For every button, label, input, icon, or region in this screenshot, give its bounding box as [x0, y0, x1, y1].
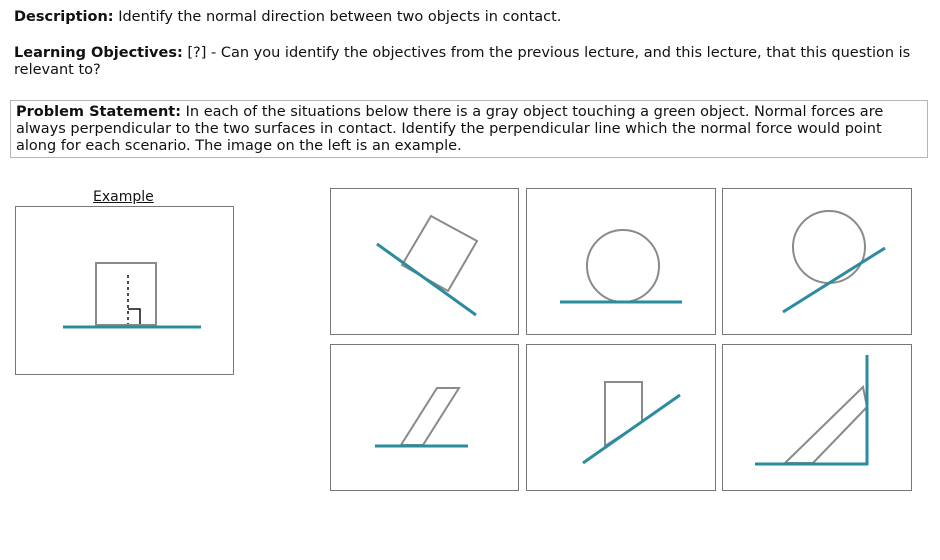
inclined-surface: [583, 395, 680, 463]
scenario-5-diagram: [527, 345, 717, 492]
circle-object: [793, 211, 865, 283]
description-text: Identify the normal direction between two objects in contact.: [118, 9, 562, 25]
scenario-4-diagram: [331, 345, 520, 492]
problem-statement-label: Problem Statement:: [16, 104, 182, 120]
scenario-3-diagram: [723, 189, 913, 336]
problem-statement-text: In each of the situations below there is a gray object touching a green object. Normal forces are always perpendicular to the two surfaces in contact. Identify the perpendicular line which the normal force would point along for each scenario. The image on the left is an example.: [16, 104, 884, 154]
description-line: [14, 9, 561, 26]
example-right-angle-marker: [128, 309, 140, 324]
learning-objectives-text: [?] - Can you identify the objectives from the previous lecture, and this lecture, that this question is relevant to?: [14, 45, 911, 78]
example-panel: [15, 206, 234, 375]
scenario-panel-5[interactable]: [526, 344, 716, 491]
example-caption: Example: [93, 189, 154, 205]
example-diagram: [16, 207, 235, 376]
tilted-square-object: [402, 216, 477, 291]
problem-statement-box: [10, 100, 928, 158]
scenario-2-diagram: [527, 189, 717, 336]
scenario-6-diagram: [723, 345, 913, 492]
scenario-panel-1[interactable]: [330, 188, 519, 335]
learning-objectives-line: [14, 45, 914, 79]
scenario-panel-4[interactable]: [330, 344, 519, 491]
inclined-surface: [377, 244, 476, 315]
inclined-surface: [783, 248, 885, 312]
parallelogram-object: [401, 388, 459, 445]
scenario-panel-3[interactable]: [722, 188, 912, 335]
learning-objectives-label: Learning Objectives:: [14, 45, 183, 61]
wedge-object: [785, 387, 867, 463]
scenario-panel-6[interactable]: [722, 344, 912, 491]
circle-object: [587, 230, 659, 302]
description-label: Description:: [14, 9, 114, 25]
scenario-1-diagram: [331, 189, 520, 336]
scenario-panel-2[interactable]: [526, 188, 716, 335]
example-gray-box: [96, 263, 156, 325]
